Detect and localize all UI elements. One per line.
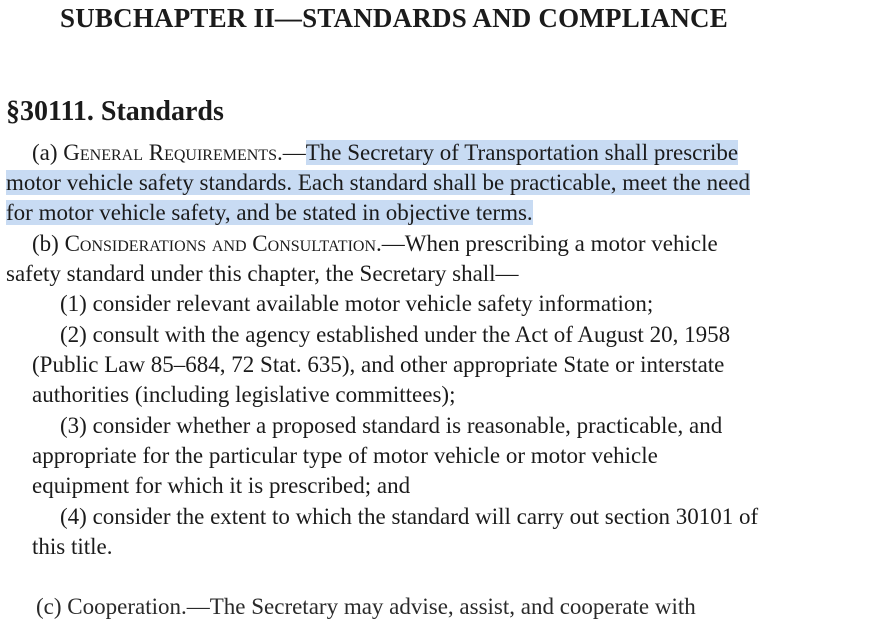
subsection-b-line-2: safety standard under this chapter, the Secretary shall— xyxy=(6,261,519,286)
subsection-b-line-1 xyxy=(32,229,718,259)
item-2-line-3: authorities (including legislative committees); xyxy=(32,382,456,407)
highlighted-text[interactable]: motor vehicle safety standards. Each standard shall be practicable, meet the need xyxy=(6,170,750,195)
subsection-b-text: When prescribing a motor vehicle xyxy=(404,231,718,256)
item-1: (1) consider relevant available motor vehicle safety information; xyxy=(60,291,654,316)
subsection-a-line-1 xyxy=(32,138,738,168)
subsection-a-line-3 xyxy=(6,198,533,228)
section-heading: §30111. Standards xyxy=(6,96,224,127)
subsection-a-caption: General Requirements xyxy=(63,140,277,165)
subsection-c-partial-line: (c) Cooperation.—The Secretary may advise, assist, and cooperate with xyxy=(36,594,696,619)
subsection-b-dash: .— xyxy=(376,231,405,256)
highlighted-text[interactable]: for motor vehicle safety, and be stated in objective terms. xyxy=(6,200,533,225)
item-3-line-1: (3) consider whether a proposed standard is reasonable, practicable, and xyxy=(60,413,723,438)
subsection-b-caption: Considerations and Consultation xyxy=(64,231,377,256)
item-4-line-1: (4) consider the extent to which the standard will carry out section 30101 of xyxy=(60,504,759,529)
item-2-line-1: (2) consult with the agency established under the Act of August 20, 1958 xyxy=(60,322,731,347)
subsection-a-dash: .— xyxy=(276,140,306,165)
subsection-b-label: (b) xyxy=(32,231,65,256)
subchapter-heading: SUBCHAPTER II—STANDARDS AND COMPLIANCE xyxy=(60,3,728,33)
item-4-line-2: this title. xyxy=(32,534,113,559)
item-2-line-2: (Public Law 85–684, 72 Stat. 635), and other appropriate State or interstate xyxy=(32,352,725,377)
subsection-a-label: (a) xyxy=(32,140,64,165)
item-3-line-3: equipment for which it is prescribed; and xyxy=(32,473,411,498)
subsection-a-line-2 xyxy=(6,168,750,198)
highlighted-text[interactable]: The Secretary of Transportation shall prescribe xyxy=(305,140,739,165)
item-3-line-2: appropriate for the particular type of motor vehicle or motor vehicle xyxy=(32,443,658,468)
